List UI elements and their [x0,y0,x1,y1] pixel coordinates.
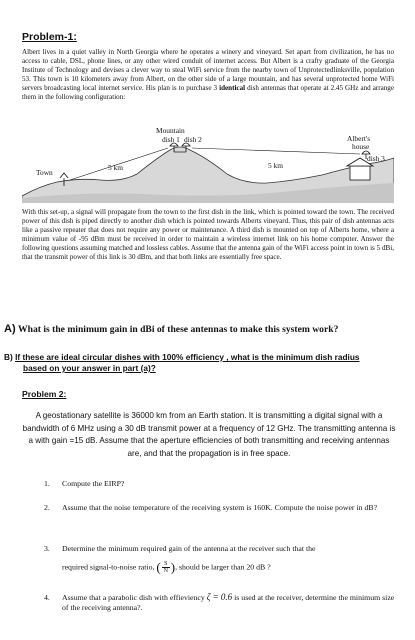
question-b-line2: based on your answer in part (a)? [23,363,156,373]
efficiency-post-text: is used at the receiver, determine the minimum size of the receiving antenna?. [62,593,395,612]
question-text [62,593,396,612]
question-b-line1: If these are ideal circular dishes with 100% efficiency , what is the minimum dish radius [15,352,360,362]
question-a-text: What is the minimum gain in dBi of these antennas to make this system work? [18,324,339,335]
problem1-setup: With this set-up, a signal will propagate from the town to the first dish in the link, which is pointed toward the town. The received power of this dish is piped directly to another dish which is pointed towards Alberts vineyard. Thus, this pair of dish antennas acts like a passive repeater that does not require any power or maintenance. A third dish is mounted on top of Alberts home, where a minimum value of -95 dBm must be received in order to maintain a wireless internet link on his home computer. Answer the following questions assuming matched and lossless cables. Assume that the antenna gain of the WiFi access point in town is 5 dBi, that the transmit power of this link is 30 dBm, and that both links are essentially free space. [22,208,394,261]
efficiency-symbol: ζ = 0.6 [206,592,233,602]
problem1-title: Problem-1: [22,31,77,43]
question-number: 2. [44,503,50,512]
snr-post-text: , should be larger than 20 dB ? [175,561,271,571]
distance-left-label: 5 km [108,163,123,172]
question-number: 3. [44,544,50,553]
house-label-line2: house [352,142,370,151]
question-number: 4. [44,593,50,602]
dish2-label: dish 2 [184,135,202,144]
problem1-intro-bold: identical [219,83,246,92]
link-line-right [192,148,360,154]
question-b [4,352,399,374]
problem2-text: A geostationary satellite is 36000 km from an Earth station. It is transmitting a digital signal with a bandwidth of 6 MHz using a 30 dB transmit power at a frequency of 12 GHz. The transmitting antenna is a with gain =15 dB. Assume that the aperture efficiencies of both transmitting and receiving antennas are, and that the propagation is in free space. [22,411,396,458]
question-text-line1: Determine the minimum required gain of the antenna at the receiver such that the [62,544,316,553]
snr-fraction [162,561,170,574]
problem2-question-4 [44,593,396,612]
problem1-intro-end: dish antennas that operate at 2.45 GHz and arrange them in the following configuration: [22,83,395,101]
problem2-title: Problem 2: [22,389,67,399]
fraction-numerator: S [164,560,168,567]
distance-right-label: 5 km [268,161,283,170]
question-text-line2: required signal-to-noise ratio, ( $\frac{S}{N}$ ), should be larger than 20 dB ? [62,559,271,575]
town-label: Town [36,168,53,177]
problem2-question-1 [44,479,396,489]
question-a [4,323,404,335]
question-number: 1. [44,479,50,488]
problem2-question-3 [44,544,396,574]
question-text: Compute the EIRP? [62,479,125,488]
problem1-intro-text: Albert lives in a quiet valley in North Georgia where he operates a winery and vineyard. Set apart from civilization, he has no access to cable, DSL, phone lines, or any other wired conduit of internet access. But Albert is a crafty graduate of the Georgia Institute of Technology and devises a clever way to steal WiFi service from the nearby town of Unprotectedlinksville, population 53. This town is 10 kilometers away from Albert, on the other side of a large mountain, and has several unprotected home WiFi servers broadcasting local internet service. His plan is to purchase 3 [22,48,394,92]
question-a-letter: A) [4,323,16,335]
efficiency-pre-text: Assume that a parabolic dish with effieviency [62,593,205,602]
snr-pre-text: required signal-to-noise ratio, [62,561,155,571]
question-b-letter: B) [4,352,13,362]
mountain-diagram [22,128,394,203]
dish3-label: dish 3 [367,154,385,163]
problem2-question-2 [44,503,396,513]
problem1-intro [22,48,394,101]
question-text: Assume that the noise temperature of the receiving system is 160K. Compute the noise power in dB? [62,503,378,512]
dish1-label: dish 1 [162,135,180,144]
fraction-denominator: N [163,567,168,574]
house-label-line1: Albert's [347,134,371,143]
mountain-label: Mountain [156,128,185,135]
